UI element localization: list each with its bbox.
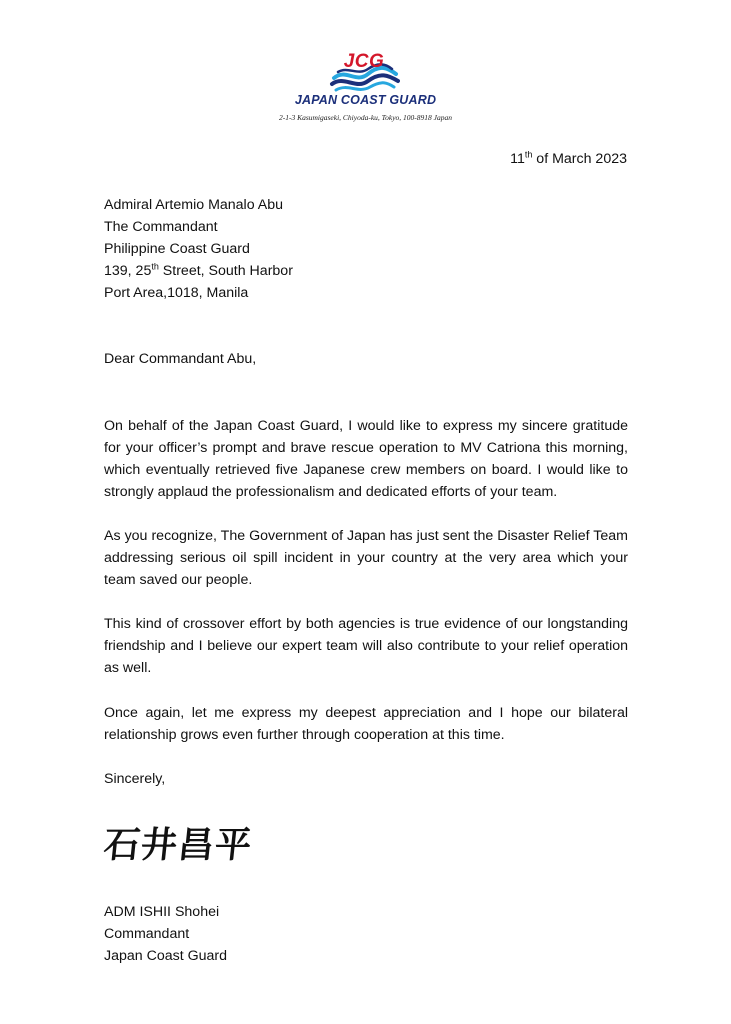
- salutation: Dear Commandant Abu,: [104, 351, 257, 367]
- body-paragraph-4: Once again, let me express my deepest appreciation and I hope our bilateral relationship grows even further through cooperation at this time.: [104, 705, 628, 743]
- handwritten-signature: [101, 822, 276, 872]
- logo-abbreviation: JCG: [343, 51, 385, 72]
- signoff-block: [104, 901, 628, 967]
- letter-date: [510, 148, 627, 170]
- addressee-city: Port Area,1018, Manila: [104, 285, 249, 301]
- date-day: 11: [510, 151, 525, 167]
- closing: Sincerely,: [104, 771, 166, 787]
- addressee-title: The Commandant: [104, 219, 218, 235]
- organization-name: JAPAN COAST GUARD: [294, 93, 437, 107]
- signature-text: 石井昌平: [101, 824, 255, 866]
- signer-title: Commandant: [104, 926, 190, 942]
- signer-organization: Japan Coast Guard: [104, 948, 228, 964]
- signer-name: ADM ISHII Shohei: [104, 904, 220, 920]
- date-rest: of March 2023: [532, 151, 627, 167]
- body-paragraph-3: This kind of crossover effort by both agencies is true evidence of our longstanding friendship and I believe our expert team will also contribute to your relief operation as well.: [104, 616, 628, 676]
- addressee-street: [104, 260, 628, 282]
- street-name: Street, South Harbor: [158, 263, 293, 279]
- addressee-name: Admiral Artemio Manalo Abu: [104, 197, 284, 213]
- organization-address: 2-1-3 Kasumigaseki, Chiyoda-ku, Tokyo, 100-8918 Japan: [278, 113, 453, 122]
- addressee-block: [104, 194, 628, 304]
- street-number: 139, 25: [104, 263, 152, 279]
- street-suffix: th: [151, 261, 159, 272]
- date-suffix: th: [524, 149, 533, 160]
- body-paragraph-1: On behalf of the Japan Coast Guard, I would like to express my sincere gratitude for your officer’s prompt and brave rescue operation to MV Catriona this morning, which eventually retrieved five Japanese crew members on board. I would like to strongly applaud the professionalism and dedicated efforts of your team.: [104, 418, 628, 500]
- body-paragraph-2: As you recognize, The Government of Japan has just sent the Disaster Relief Team addressing serious oil spill incident in your country at the very area which your team saved our people.: [104, 528, 628, 588]
- addressee-organization: Philippine Coast Guard: [104, 241, 250, 257]
